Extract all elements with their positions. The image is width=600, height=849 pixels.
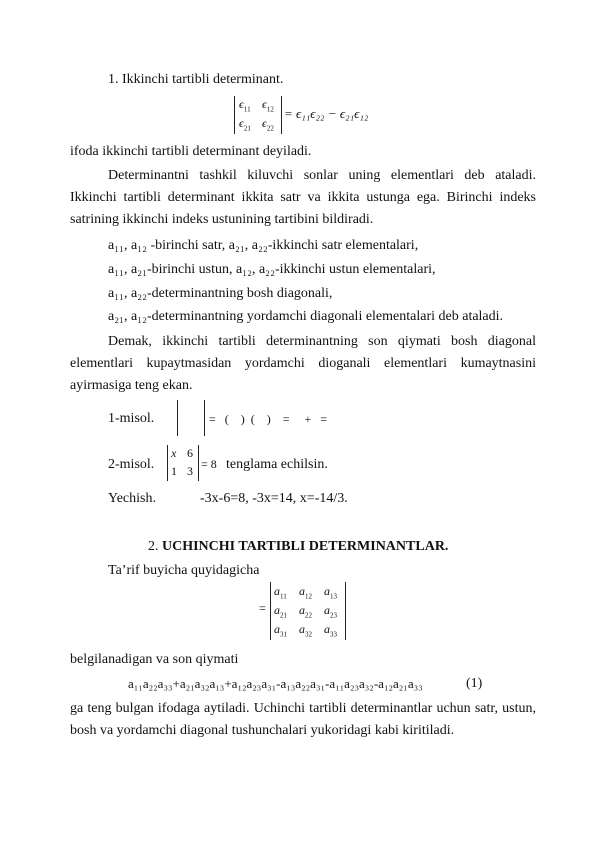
section1-heading: 1. Ikkinchi tartibli determinant. <box>108 72 284 87</box>
example2-rhs: = 8 <box>201 457 217 471</box>
det3-cell-12: $a_{12}$ <box>299 584 312 601</box>
main-diagonal-line: a₁₁, a₂₂-determinantning bosh diagonali, <box>108 286 333 301</box>
det3-cell-33: $a_{33}$ <box>324 622 337 639</box>
det2-cell-12: $\epsilon_{12}$ <box>262 97 274 114</box>
det3-cell-31: $a_{31}$ <box>274 622 287 639</box>
det3-cell-21: $a_{21}$ <box>274 603 287 620</box>
section2-heading-text: UCHINCHI TARTIBLI DETERMINANTLAR. <box>162 539 449 554</box>
example2-cell-21: 1 <box>171 464 177 478</box>
row-elements-line: a₁₁, a₁₂ -birinchi satr, a₂₁, a₂₂-ikkinchi satr elementalari, <box>108 238 419 253</box>
solution-text: -3x-6=8, -3x=14, x=-14/3. <box>200 491 348 506</box>
example2-label: 2-misol. <box>108 457 155 472</box>
det3-cell-13: $a_{13}$ <box>324 584 337 601</box>
third-order-formula: a₁₁a₂₂a₃₃+a₂₁a₃₂a₁₃+a₁₂a₂₃a₃₁-a₁₃a₂₂a₃₁-a₁₁a₂₃a₃₂-a₁₂a₂₁a₃₃ <box>128 676 423 691</box>
det3-cell-22: $a_{22}$ <box>299 603 312 620</box>
det3-cell-32: $a_{32}$ <box>299 622 312 639</box>
example2-text: tenglama echilsin. <box>226 457 328 472</box>
section2-heading-number: 2. <box>148 539 162 554</box>
det2-cell-21: $\epsilon_{21}$ <box>239 116 251 133</box>
column-elements-line: a₁₁, a₂₁-birinchi ustun, a₁₂, a₂₂-ikkinchi ustun elementalari, <box>108 262 436 277</box>
det3-equals: = <box>259 601 266 615</box>
closing-paragraph: ga teng bulgan ifodaga aytiladi. Uchinchi tartibli determinantlar uchun satr, ustun, bosh va yordamchi diagonal tushunchalari yukoridagi kabi kiritiladi. <box>70 701 536 738</box>
det2-expansion: = ϵ₁₁ϵ₂₂ − ϵ₂₁ϵ₁₂ <box>284 106 369 121</box>
example1-label: 1-misol. <box>108 411 155 426</box>
secondary-diagonal-line: a₂₁, a₁₂-determinantning yordamchi diagonali elementalari deb ataladi. <box>108 309 504 324</box>
det2-cell-11: $\epsilon_{11}$ <box>239 97 251 114</box>
section2-heading <box>148 539 448 555</box>
formula-number: (1) <box>466 676 483 691</box>
example2-cell-12: 6 <box>187 446 193 460</box>
elements-paragraph: Determinantni tashkil kiluvchi sonlar uning elementlari deb ataladi. Ikkinchi tartibli determinant ikkita satr va ikkita ustunga ega. Birinchi indeks satrining ikkinchi indeks ustunining tartibini bildiradi. <box>70 168 536 227</box>
example2-cell-11: x <box>171 446 177 460</box>
solution-label: Yechish. <box>108 491 156 506</box>
example2-cell-22: 3 <box>187 464 193 478</box>
conclusion-paragraph: Demak, ikkinchi tartibli determinantning son qiymati bosh diagonal elementlari kupaytmasidan yordamchi dioganali elementlari kumaytnasini ayirmasiga teng ekan. <box>70 334 536 393</box>
formula-caption: ifoda ikkinchi tartibli determinant deyiladi. <box>70 144 312 159</box>
example1-expression: = ( ) ( ) = + = <box>209 412 328 426</box>
definition-intro: Ta’rif buyicha quyidagicha <box>108 563 260 578</box>
det3-cell-23: $a_{23}$ <box>324 603 337 620</box>
defined-line: belgilanadigan va son qiymati <box>70 652 239 667</box>
example1-empty-determinant <box>177 400 205 436</box>
det2-cell-22: $\epsilon_{22}$ <box>262 116 274 133</box>
det3-cell-11: $a_{11}$ <box>274 584 287 601</box>
